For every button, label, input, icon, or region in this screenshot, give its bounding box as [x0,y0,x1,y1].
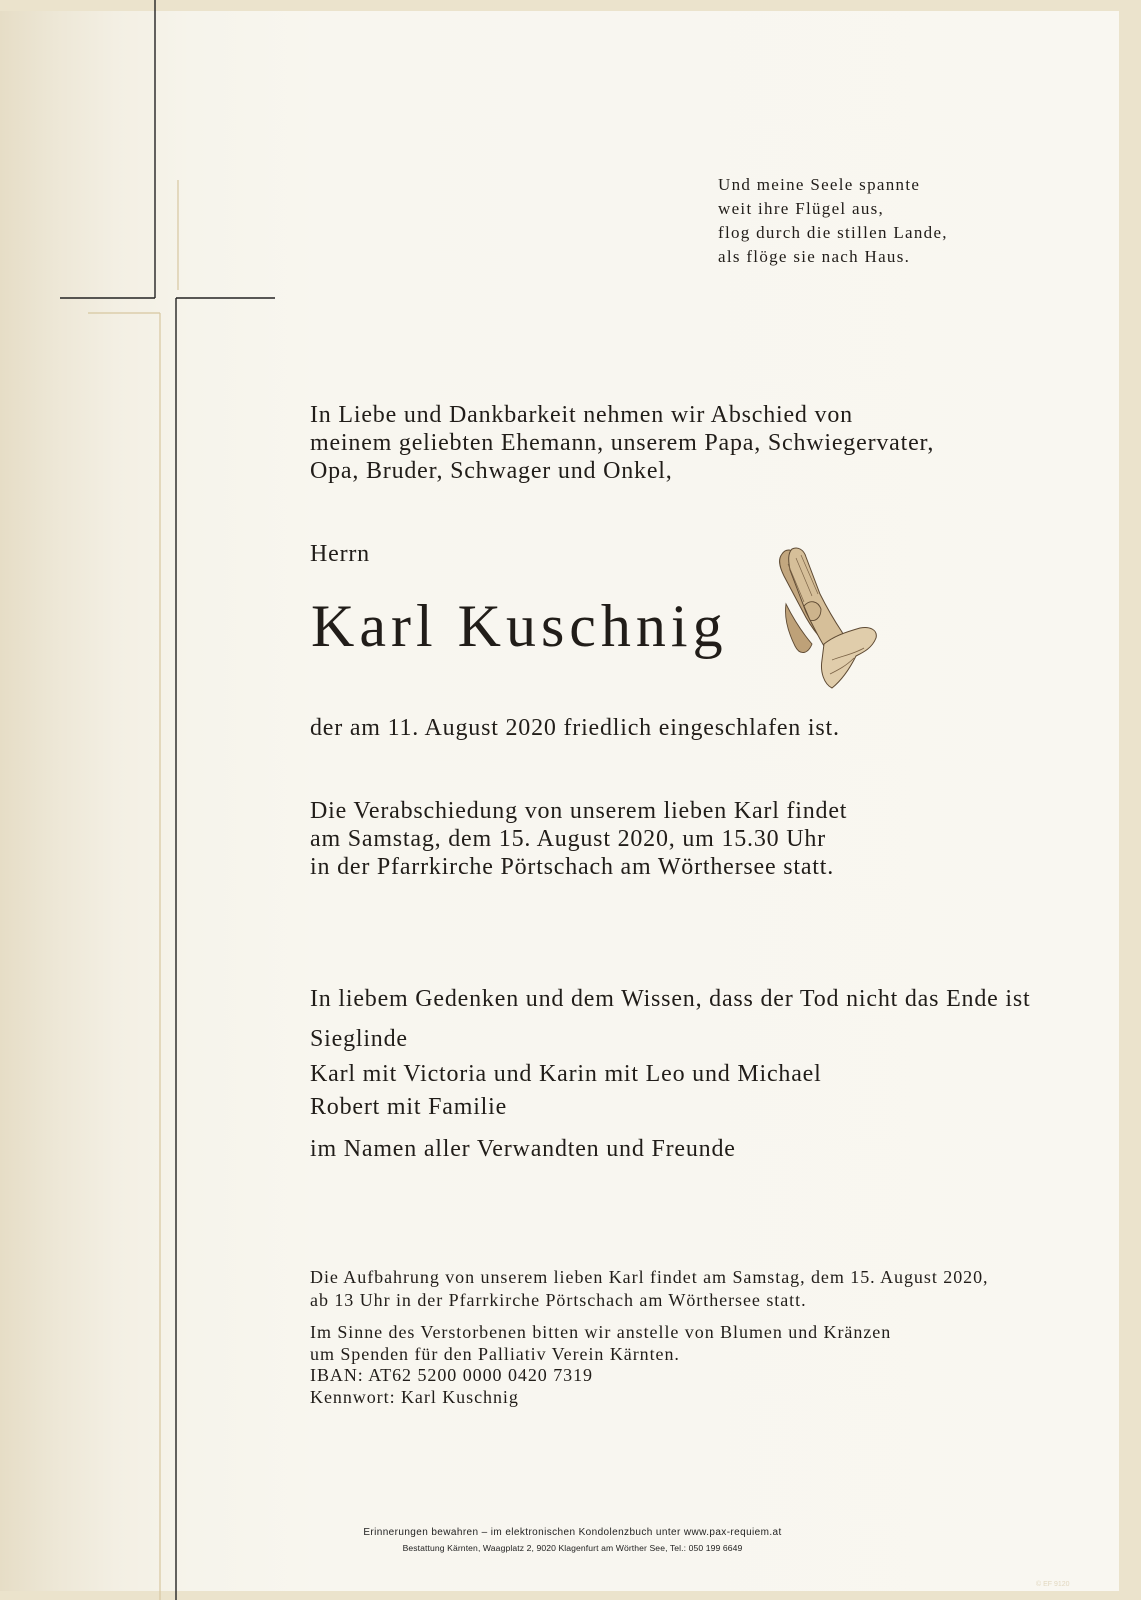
poem-line: als flöge sie nach Haus. [718,247,911,266]
viewing-line: Die Aufbahrung von unserem lieben Karl findet am Samstag, dem 15. August 2020, [310,1267,989,1287]
donation-line: Im Sinne des Verstorbenen bitten wir anstelle von Blumen und Kränzen [310,1322,892,1342]
poem-line: weit ihre Flügel aus, [718,199,885,218]
viewing-line: ab 13 Uhr in der Pfarrkirche Pörtschach am Wörthersee statt. [310,1290,807,1310]
farewell-line: Die Verabschiedung von unserem lieben Karl findet [310,798,848,824]
farewell-line: am Samstag, dem 15. August 2020, um 15.30 Uhr [310,826,826,852]
poem-line: Und meine Seele spannte [718,175,921,194]
corner-code: © EF 9120 [1036,1581,1070,1588]
deceased-name: Karl Kuschnig [311,593,728,659]
footer-address-line: Bestattung Kärnten, Waagplatz 2, 9020 Klagenfurt am Wörther See, Tel.: 050 199 6649 [402,1543,743,1553]
intro-line: In Liebe und Dankbarkeit nehmen wir Abschied von [310,402,853,428]
farewell-line: in der Pfarrkirche Pörtschach am Wörthersee statt. [310,854,835,880]
viewing-paragraph [310,1266,989,1312]
mourners-closing: im Namen aller Verwandten und Freunde [310,1136,736,1162]
footer-condolence-line: Erinnerungen bewahren – im elektronischen Kondolenzbuch unter www.pax-requiem.at [363,1527,782,1538]
salutation: Herrn [310,541,370,567]
praying-hands-icon [768,546,880,694]
intro-line: Opa, Bruder, Schwager und Onkel, [310,458,673,484]
poem [718,173,948,269]
iban-line: IBAN: AT62 5200 0000 0420 7319 [310,1365,594,1386]
mourners-intro: In liebem Gedenken und dem Wissen, dass der Tod nicht das Ende ist [310,986,1031,1012]
intro-paragraph [310,401,934,485]
death-notice: der am 11. August 2020 friedlich eingeschlafen ist. [310,715,840,741]
mourner-name: Karl mit Victoria und Karin mit Leo und Michael [310,1061,822,1087]
farewell-paragraph [310,797,847,881]
mourner-name: Robert mit Familie [310,1094,508,1120]
donation-paragraph [310,1322,891,1409]
donation-line: um Spenden für den Palliativ Verein Kärnten. [310,1343,680,1364]
mourner-name: Sieglinde [310,1026,408,1052]
keyword-line: Kennwort: Karl Kuschnig [310,1387,519,1408]
intro-line: meinem geliebten Ehemann, unserem Papa, Schwiegervater, [310,430,935,456]
poem-line: flog durch die stillen Lande, [718,223,948,242]
